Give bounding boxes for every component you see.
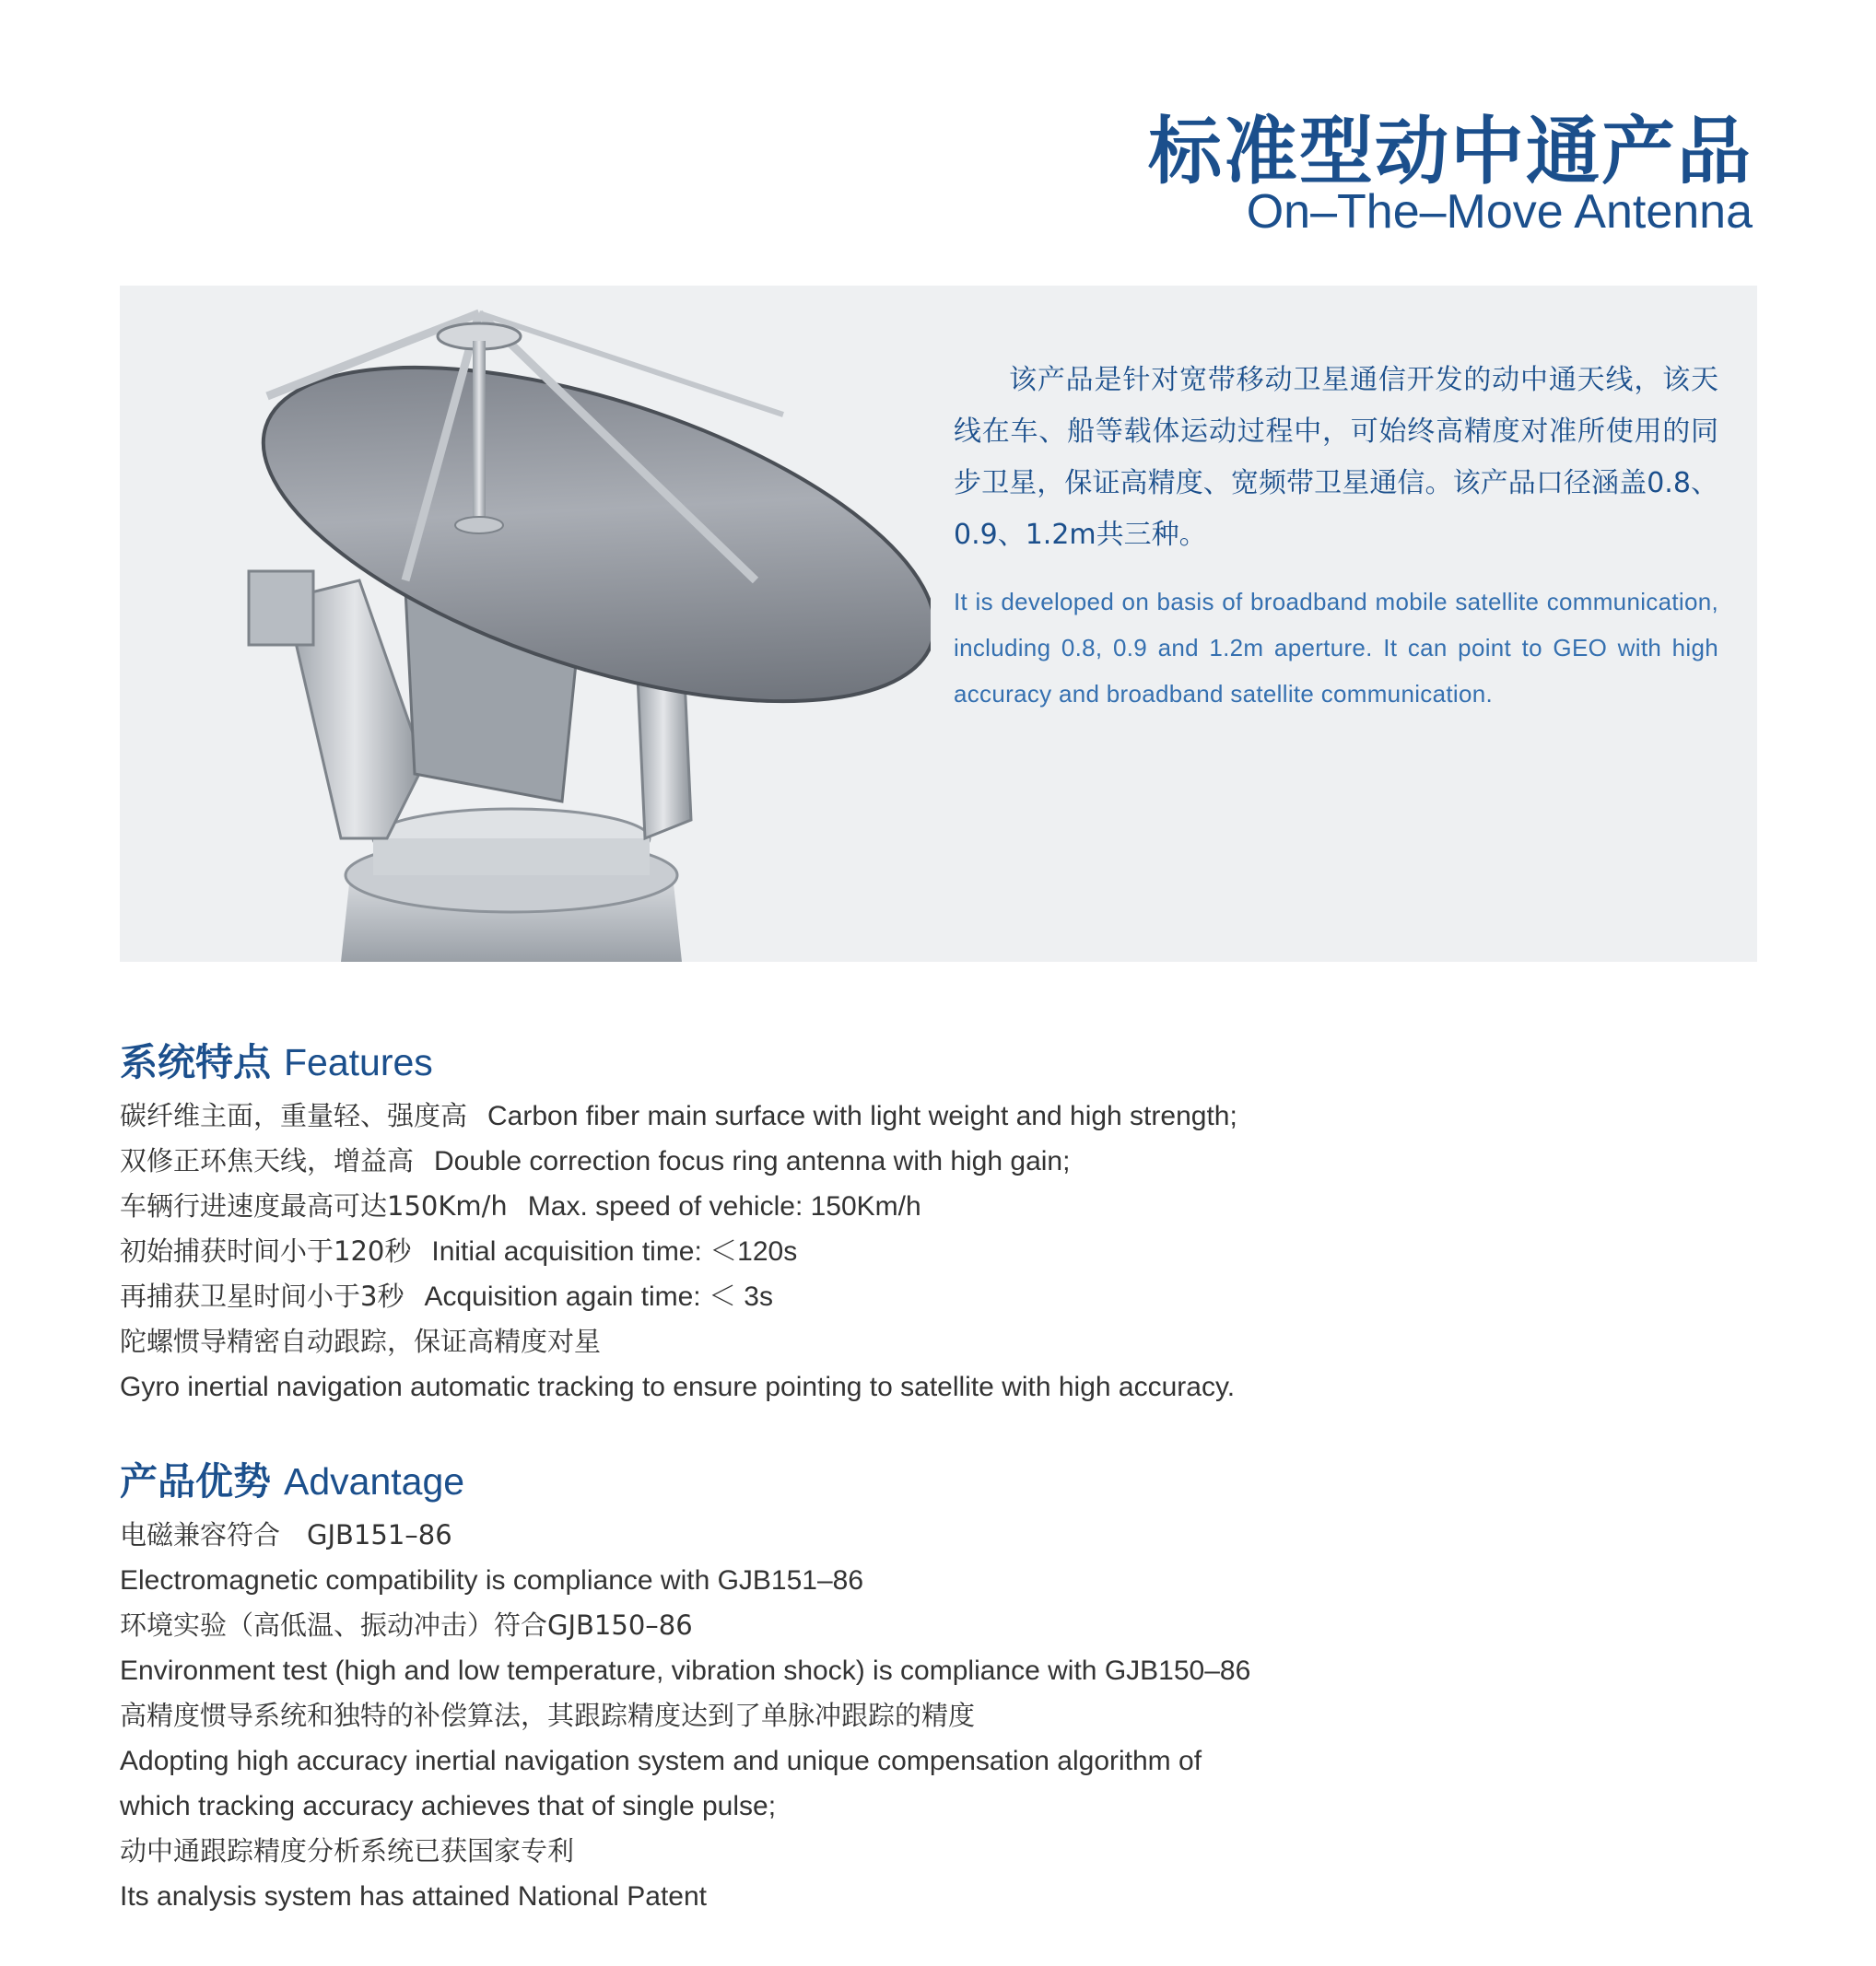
features-heading (120, 1032, 1502, 1086)
feature-gyro-cn: 陀螺惯导精密自动跟踪，保证高精度对星 (120, 1326, 602, 1357)
description-en: It is developed on basis of broadband mobile satellite communication, including 0.8, 0.9 and 1.2m aperture. It can point to GEO with high accuracy and broadband satellite communication. (954, 588, 1718, 708)
advantage-line: 动中通跟踪精度分析系统已获国家专利 (120, 1835, 575, 1867)
feature-item-en: Max. speed of vehicle: 150Km/h (527, 1191, 921, 1222)
feature-item-en: Acquisition again time: ＜ 3s (424, 1281, 773, 1312)
features-heading-en: Features (284, 1041, 433, 1083)
satellite-dish-antenna (120, 286, 931, 962)
page-subtitle: On–The–Move Antenna (1246, 185, 1753, 239)
description-cn: 该产品是针对宽带移动卫星通信开发的动中通天线，该天线在车、船等载体运动过程中，可始终高精度对准所使用的同步卫星，保证高精度、宽频带卫星通信。该产品口径涵盖0.8、0.9、1.2m共三种。 (954, 364, 1718, 551)
hero-panel (120, 286, 1757, 962)
advantage-line: Adopting high accuracy inertial navigation system and unique compensation algorithm of (120, 1746, 1202, 1776)
features-section (120, 1032, 1502, 1410)
feature-item-cn: 再捕获卫星时间小于3秒 (120, 1281, 405, 1312)
advantage-heading-en: Advantage (284, 1460, 465, 1503)
page-title: 标准型动中通产品 (1148, 108, 1753, 194)
feature-item (120, 1139, 1502, 1184)
feature-item (120, 1274, 1502, 1319)
feature-item (120, 1229, 1502, 1274)
feature-item-cn: 双修正环焦天线，增益高 (120, 1145, 415, 1176)
feature-item (120, 1094, 1502, 1139)
feature-gyro-en: Gyro inertial navigation automatic tracking to ensure pointing to satellite with high accuracy. (120, 1372, 1236, 1402)
advantage-heading (120, 1451, 1502, 1505)
feature-item-en: Carbon fiber main surface with light weight and high strength; (487, 1101, 1237, 1131)
feature-item (120, 1184, 1502, 1229)
feature-item-en: Initial acquisition time: ＜120s (431, 1236, 798, 1267)
feature-item-en: Double correction focus ring antenna with high gain; (434, 1146, 1071, 1176)
advantage-line: Electromagnetic compatibility is compliance with GJB151–86 (120, 1565, 864, 1596)
advantage-line: which tracking accuracy achieves that of single pulse; (120, 1791, 777, 1821)
feature-item-cn: 初始捕获时间小于120秒 (120, 1235, 412, 1267)
advantage-line: 电磁兼容符合 GJB151–86 (120, 1519, 452, 1551)
feature-item-cn: 车辆行进速度最高可达150Km/h (120, 1190, 508, 1222)
advantage-line: Its analysis system has attained National Patent (120, 1881, 708, 1912)
advantage-section (120, 1451, 1502, 1919)
advantage-line: 环境实验（高低温、振动冲击）符合GJB150–86 (120, 1609, 693, 1641)
advantage-line: 高精度惯导系统和独特的补偿算法，其跟踪精度达到了单脉冲跟踪的精度 (120, 1700, 976, 1731)
features-heading-cn: 系统特点 (120, 1040, 271, 1084)
feature-item-cn: 碳纤维主面，重量轻、强度高 (120, 1100, 468, 1131)
advantage-line: Environment test (high and low temperature, vibration shock) is compliance with GJB150–86 (120, 1656, 1251, 1686)
advantage-heading-cn: 产品优势 (120, 1459, 271, 1504)
